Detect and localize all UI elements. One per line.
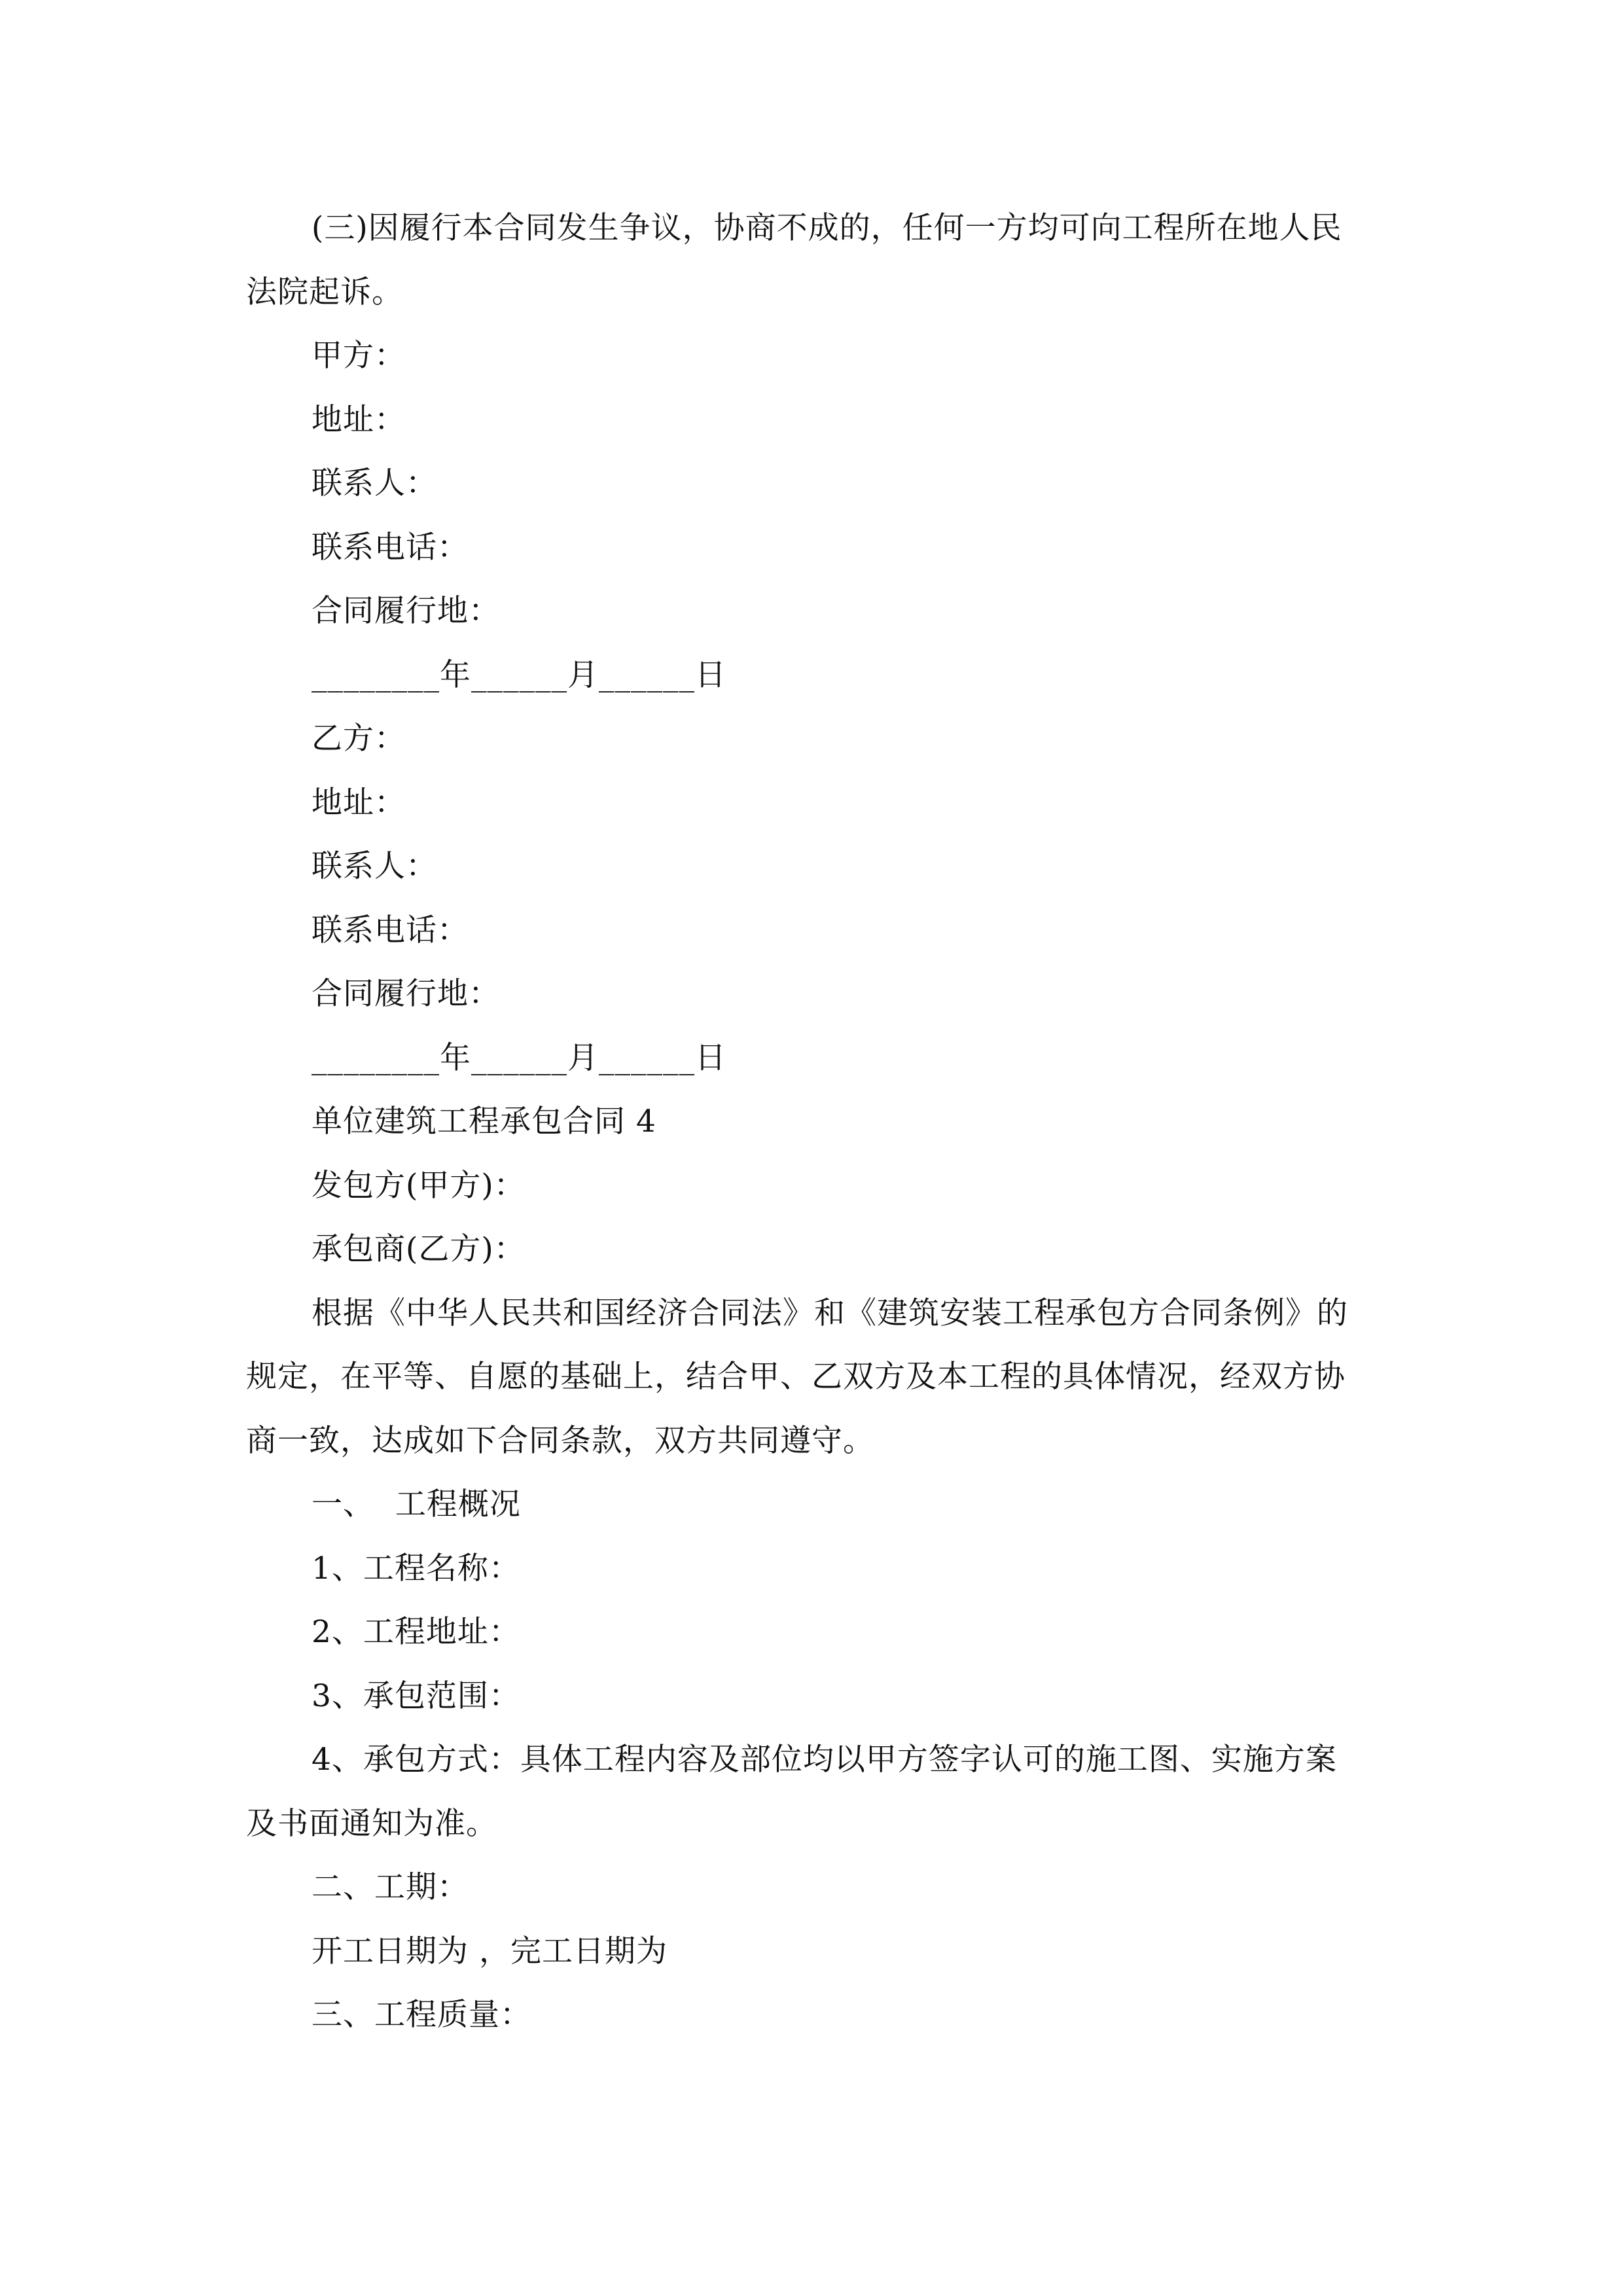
contract-method-line-2: 及书面通知为准。: [246, 1805, 497, 1842]
project-name: 1、工程名称：: [312, 1550, 520, 1587]
preamble-line-2: 规定，在平等、自愿的基础上，结合甲、乙双方及本工程的具体情况，经双方协: [246, 1359, 1346, 1395]
party-b-contact: 联系人：: [312, 848, 437, 884]
contract-method-line-1: 4、承包方式：具体工程内容及部位均以甲方签字认可的施工图、实施方案: [312, 1742, 1337, 1778]
clause-dispute-line-2: 法院起诉。: [246, 274, 403, 310]
party-a-phone: 联系电话：: [312, 529, 469, 565]
party-b-date: ________年______月______日: [312, 1039, 726, 1076]
section-2-heading: 二、工期：: [312, 1869, 469, 1905]
party-b-phone: 联系电话：: [312, 912, 469, 948]
party-a-address: 地址：: [312, 401, 406, 438]
preamble-line-3: 商一致，达成如下合同条款，双方共同遵守。: [246, 1422, 874, 1459]
party-b-label: 乙方：: [312, 721, 406, 757]
party-a-performance-place: 合同履行地：: [312, 593, 500, 629]
project-address: 2、工程地址：: [312, 1614, 520, 1650]
employer-label: 发包方(甲方)：: [312, 1167, 526, 1204]
schedule-dates: 开工日期为 ，完工日期为: [312, 1933, 668, 1969]
clause-dispute-line-1: (三)因履行本合同发生争议，协商不成的，任何一方均可向工程所在地人民: [312, 210, 1342, 246]
contract-title: 单位建筑工程承包合同 4: [312, 1103, 656, 1139]
party-a-label: 甲方：: [312, 338, 406, 374]
party-b-address: 地址：: [312, 784, 406, 821]
document-body: [246, 196, 1378, 2047]
party-a-contact: 联系人：: [312, 465, 437, 501]
preamble-line-1: 根据《中华人民共和国经济合同法》和《建筑安装工程承包方合同条例》的: [312, 1295, 1348, 1331]
section-3-heading: 三、工程质量：: [312, 1997, 531, 2033]
contract-scope: 3、承包范围：: [312, 1677, 520, 1714]
party-b-performance-place: 合同履行地：: [312, 976, 500, 1012]
section-1-heading: 一、 工程概况: [312, 1486, 521, 1522]
contractor-label: 承包商(乙方)：: [312, 1231, 526, 1267]
party-a-date: ________年______月______日: [312, 656, 726, 693]
